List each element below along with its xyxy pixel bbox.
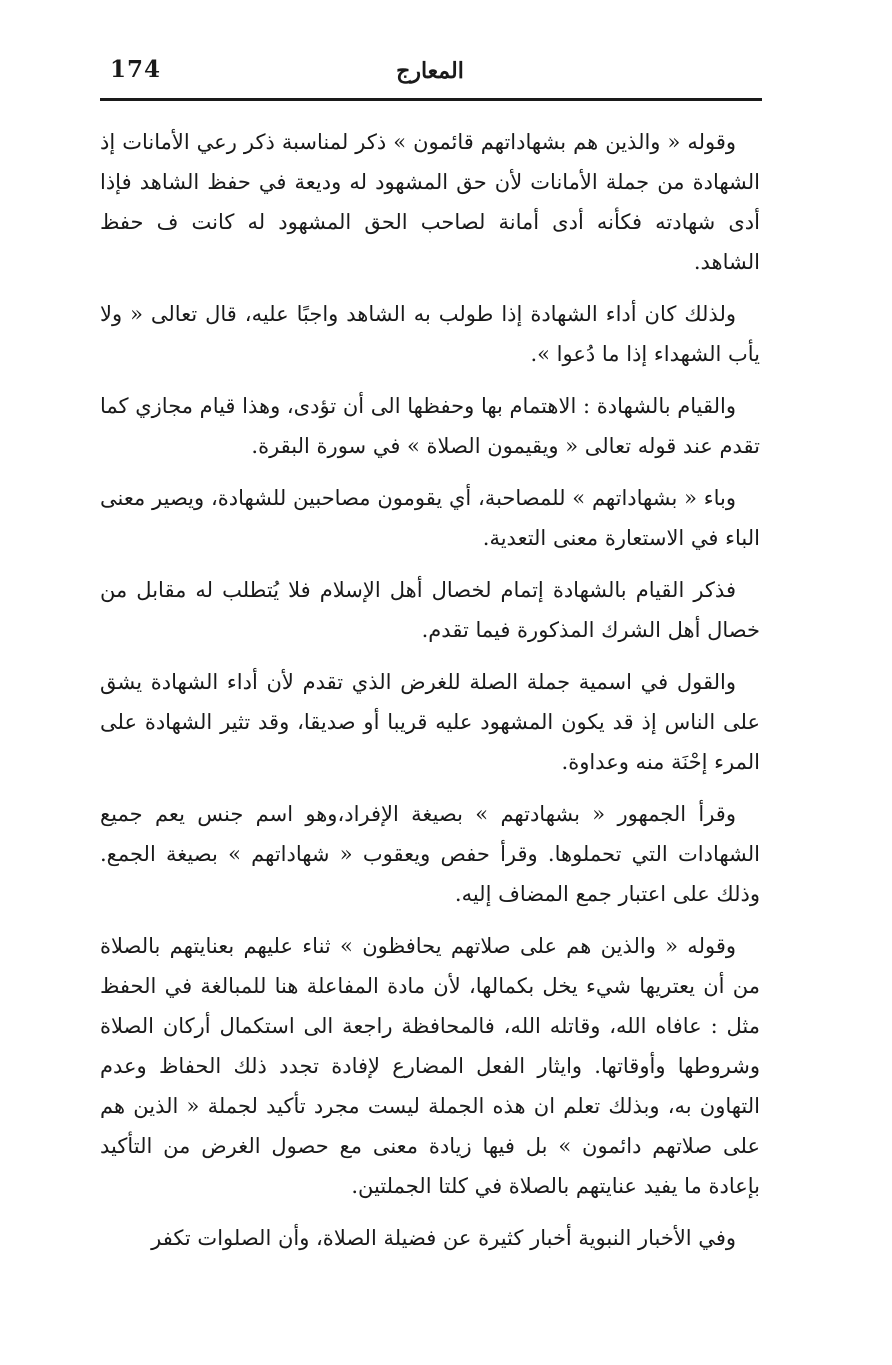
- paragraph: وفي الأخبار النبوية أخبار كثيرة عن فضيلة الصلاة، وأن الصلوات تكفر: [151, 1226, 736, 1250]
- paragraph: فذكر القيام بالشهادة إتمام لخصال أهل الإسلام فلا يُتطلب له مقابل من خصال أهل الشرك المذكورة فيما تقدم.: [100, 578, 760, 642]
- paragraph: والقيام بالشهادة : الاهتمام بها وحفظها الى أن تؤدى، وهذا قيام مجازي كما تقدم عند قوله تعالى « ويقيمون الصلاة » في سورة البقرة.: [100, 394, 760, 458]
- page-number: 174: [110, 56, 162, 83]
- paragraph: وقرأ الجمهور « بشهادتهم » بصيغة الإفراد،وهو اسم جنس يعم جميع الشهادات التي تحملوها. وقرأ حفص ويعقوب « شهاداتهم » بصيغة الجمع. وذلك على اعتبار جمع المضاف إليه.: [100, 802, 760, 906]
- paragraph: ولذلك كان أداء الشهادة إذا طولب به الشاهد واجبًا عليه، قال تعالى « ولا يأب الشهداء إذا ما دُعوا ».: [100, 302, 760, 366]
- paragraph: وباء « بشهاداتهم » للمصاحبة، أي يقومون مصاحبين للشهادة، ويصير معنى الباء في الاستعارة معنى التعدية.: [100, 486, 760, 550]
- page-header: [100, 52, 760, 96]
- paragraph: وقوله « والذين هم على صلاتهم يحافظون » ثناء عليهم بعنايتهم بالصلاة من أن يعتريها شيء يخل بكمالها، لأن مادة المفاعلة هنا للمبالغة في الحفظ مثل : عافاه الله، وقاتله الله، فالمحافظة راجعة الى استكمال أركان الصلاة وشروطها وأوقاتها. وايثار الفعل المضارع لإفادة تجدد ذلك الحفاظ وعدم التهاون به، وبذلك تعلم ان هذه الجملة ليست مجرد تأكيد لجملة « الذين هم على صلاتهم دائمون » بل فيها زيادة معنى مع حصول الغرض من التأكيد بإعادة ما يفيد عنايتهم بالصلاة في كلتا الجملتين.: [100, 934, 760, 1198]
- body-text: [100, 122, 760, 1270]
- running-title: المعارج: [396, 58, 464, 84]
- header-rule: [100, 98, 762, 101]
- paragraph: والقول في اسمية جملة الصلة للغرض الذي تقدم لأن أداء الشهادة يشق على الناس إذ قد يكون المشهود عليه قريبا أو صديقا، وقد تثير الشهادة على المرء إحْنَة منه وعداوة.: [100, 670, 760, 774]
- paragraph: وقوله « والذين هم بشهاداتهم قائمون » ذكر لمناسبة ذكر رعي الأمانات إذ الشهادة من جملة الأمانات لأن حق المشهود له وديعة في حفظ الشاهد فإذا أدى شهادته فكأنه أدى أمانة لصاحب الحق المشهود له كانت ف حفظ الشاهد.: [100, 130, 760, 274]
